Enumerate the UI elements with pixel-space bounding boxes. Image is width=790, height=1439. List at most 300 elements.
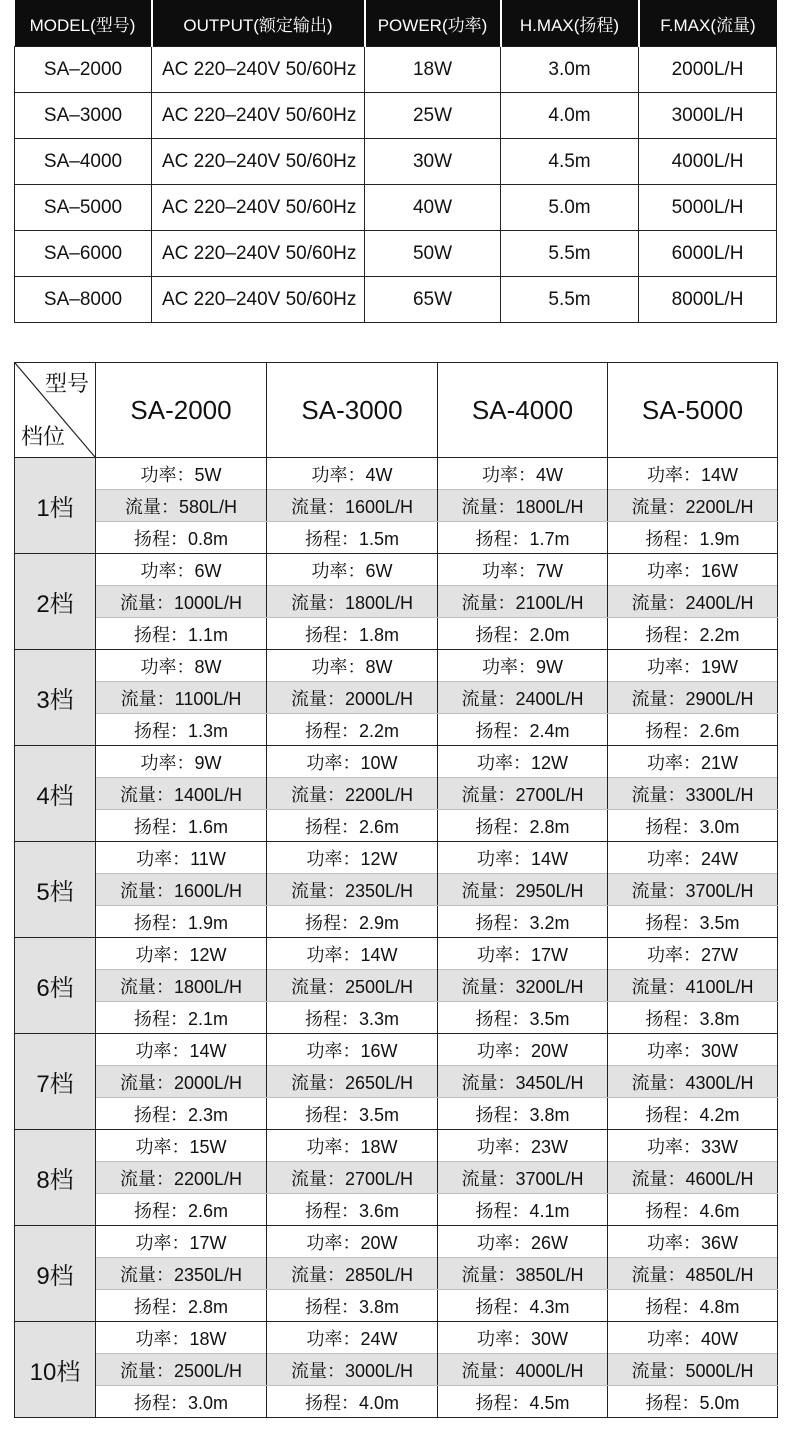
gear-head-cell [608, 1002, 778, 1034]
flow-value: 2900L/H [685, 688, 754, 709]
flow-value: 2850L/H [344, 1264, 414, 1285]
spec-model-cell: SA–5000 [15, 185, 152, 231]
head-label: 扬程： [645, 624, 700, 645]
gear-power-cell [608, 1130, 778, 1162]
gear-power-cell [96, 1322, 267, 1354]
spec-table [14, 0, 777, 323]
flow-label: 流量： [119, 784, 174, 805]
head-value: 2.1m [187, 1008, 229, 1029]
flow-label: 流量： [631, 1168, 686, 1189]
spec-output-cell: AC 220–240V 50/60Hz [152, 231, 365, 277]
power-value: 18W [189, 1328, 227, 1349]
spec-output-cell: AC 220–240V 50/60Hz [152, 277, 365, 323]
flow-label: 流量： [631, 1072, 686, 1093]
gear-head-row [15, 810, 778, 842]
flow-value: 1100L/H [174, 688, 242, 709]
flow-label: 流量： [119, 1168, 174, 1189]
power-value: 20W [530, 1040, 568, 1061]
spec-row [15, 93, 777, 139]
gear-head-cell [438, 810, 608, 842]
model-header: SA-5000 [608, 363, 778, 458]
gear-power-cell [608, 1322, 778, 1354]
corner-model-label: 型号 [44, 371, 89, 396]
power-label: 功率： [306, 944, 361, 965]
power-label: 功率： [306, 1136, 361, 1157]
gear-head-cell [608, 714, 778, 746]
head-label: 扬程： [475, 1296, 530, 1317]
gear-head-row [15, 714, 778, 746]
gear-power-row [15, 746, 778, 778]
flow-label: 流量： [461, 688, 516, 709]
flow-label: 流量： [119, 880, 174, 901]
gear-head-cell [438, 618, 608, 650]
power-value: 18W [360, 1136, 398, 1157]
gear-head-cell [267, 714, 438, 746]
flow-label: 流量： [461, 496, 516, 517]
flow-label: 流量： [290, 1072, 345, 1093]
gear-power-cell [438, 554, 608, 586]
gear-head-cell [267, 1098, 438, 1130]
head-label: 扬程： [645, 720, 700, 741]
spec-hmax-cell: 5.5m [501, 231, 639, 277]
head-value: 1.9m [699, 528, 740, 549]
gear-head-cell [608, 1290, 778, 1322]
gear-head-cell [267, 810, 438, 842]
power-value: 24W [700, 848, 738, 869]
gear-power-cell [608, 1034, 778, 1066]
power-label: 功率： [135, 1232, 190, 1253]
head-value: 2.6m [187, 1200, 229, 1221]
power-label: 功率： [135, 1136, 190, 1157]
corner-header [15, 363, 96, 458]
gear-power-cell [438, 458, 608, 490]
power-label: 功率： [646, 944, 701, 965]
gear-flow-cell [267, 874, 438, 906]
power-value: 17W [530, 944, 568, 965]
gear-head-row [15, 1098, 778, 1130]
spec-model-cell: SA–6000 [15, 231, 152, 277]
spec-fmax-cell: 2000L/H [639, 47, 777, 93]
spec-row [15, 47, 777, 93]
gear-power-cell [96, 650, 267, 682]
head-label: 扬程： [475, 1008, 530, 1029]
spec-header-hmax: H.MAX(扬程) [501, 0, 639, 47]
gear-table [14, 362, 778, 1418]
head-label: 扬程： [645, 528, 700, 549]
head-value: 3.8m [699, 1008, 740, 1029]
gear-power-cell [267, 1322, 438, 1354]
gear-head-cell [96, 906, 267, 938]
head-label: 扬程： [133, 816, 188, 837]
flow-label: 流量： [290, 592, 345, 613]
flow-value: 4600L/H [685, 1168, 754, 1189]
gear-label-cell: 10档 [15, 1322, 96, 1418]
gear-power-row [15, 458, 778, 490]
flow-label: 流量： [461, 1168, 516, 1189]
head-label: 扬程： [133, 912, 188, 933]
power-label: 功率： [646, 848, 701, 869]
flow-label: 流量： [461, 1072, 516, 1093]
spec-hmax-cell: 5.0m [501, 185, 639, 231]
gear-flow-cell [438, 970, 608, 1002]
gear-flow-cell [608, 970, 778, 1002]
head-value: 0.8m [187, 528, 229, 549]
power-value: 24W [360, 1328, 398, 1349]
model-header: SA-3000 [267, 363, 438, 458]
head-label: 扬程： [645, 1200, 700, 1221]
head-label: 扬程： [475, 1200, 530, 1221]
spec-hmax-cell: 5.5m [501, 277, 639, 323]
flow-label: 流量： [631, 880, 686, 901]
head-label: 扬程： [475, 912, 530, 933]
flow-label: 流量： [631, 976, 686, 997]
gear-head-cell [267, 1002, 438, 1034]
model-header: SA-4000 [438, 363, 608, 458]
flow-label: 流量： [119, 1072, 174, 1093]
power-value: 16W [700, 560, 738, 581]
head-value: 3.0m [699, 816, 740, 837]
head-label: 扬程： [304, 912, 359, 933]
head-value: 2.2m [358, 720, 400, 741]
gear-power-cell [608, 1226, 778, 1258]
gear-flow-cell [267, 586, 438, 618]
head-value: 1.5m [358, 528, 400, 549]
power-label: 功率： [140, 752, 195, 773]
power-value: 11W [190, 848, 226, 869]
gear-head-row [15, 1386, 778, 1418]
gear-head-cell [96, 1194, 267, 1226]
gear-head-row [15, 522, 778, 554]
flow-value: 3700L/H [685, 880, 754, 901]
spec-row [15, 231, 777, 277]
gear-flow-cell [608, 1162, 778, 1194]
spec-model-cell: SA–4000 [15, 139, 152, 185]
head-label: 扬程： [475, 720, 530, 741]
gear-flow-cell [438, 1066, 608, 1098]
head-label: 扬程： [304, 816, 359, 837]
head-value: 4.6m [699, 1200, 740, 1221]
flow-label: 流量： [631, 1360, 686, 1381]
power-label: 功率： [482, 656, 536, 677]
power-value: 9W [536, 656, 563, 677]
gear-label-cell: 6档 [15, 938, 96, 1034]
gear-head-row [15, 906, 778, 938]
gear-head-cell [96, 522, 267, 554]
power-value: 26W [530, 1232, 568, 1253]
gear-power-cell [96, 458, 267, 490]
head-value: 4.5m [529, 1392, 570, 1413]
power-value: 5W [194, 464, 222, 485]
flow-label: 流量： [461, 976, 516, 997]
head-value: 5.0m [699, 1392, 740, 1413]
power-label: 功率： [306, 1328, 361, 1349]
power-value: 30W [700, 1040, 738, 1061]
flow-label: 流量： [290, 880, 345, 901]
head-value: 4.3m [529, 1296, 570, 1317]
gear-flow-cell [438, 490, 608, 522]
gear-head-cell [267, 1290, 438, 1322]
spec-output-cell: AC 220–240V 50/60Hz [152, 93, 365, 139]
gear-power-cell [438, 938, 608, 970]
flow-value: 2200L/H [344, 784, 414, 805]
head-label: 扬程： [133, 1200, 188, 1221]
flow-label: 流量： [119, 1360, 174, 1381]
flow-value: 2950L/H [515, 880, 584, 901]
gear-power-cell [438, 842, 608, 874]
flow-value: 1800L/H [173, 976, 243, 997]
power-value: 9W [194, 752, 222, 773]
gear-head-cell [267, 522, 438, 554]
gear-head-cell [608, 1098, 778, 1130]
head-value: 1.8m [358, 624, 400, 645]
head-label: 扬程： [133, 528, 188, 549]
gear-power-cell [438, 1322, 608, 1354]
power-value: 17W [189, 1232, 227, 1253]
flow-label: 流量： [290, 976, 345, 997]
gear-flow-cell [608, 1258, 778, 1290]
gear-flow-cell [608, 1354, 778, 1386]
power-label: 功率： [476, 752, 531, 773]
gear-head-cell [608, 1194, 778, 1226]
gear-power-cell [267, 938, 438, 970]
flow-value: 3850L/H [515, 1264, 584, 1285]
gear-flow-cell [608, 778, 778, 810]
gear-flow-cell [438, 586, 608, 618]
head-value: 3.8m [529, 1104, 570, 1125]
power-label: 功率： [135, 1040, 190, 1061]
power-value: 30W [530, 1328, 568, 1349]
gear-head-cell [608, 1386, 778, 1418]
flow-value: 3300L/H [685, 784, 754, 805]
head-value: 3.8m [358, 1296, 400, 1317]
gear-head-cell [96, 810, 267, 842]
spec-header-power: POWER(功率) [365, 0, 501, 47]
power-value: 36W [700, 1232, 738, 1253]
power-label: 功率： [646, 656, 701, 677]
head-label: 扬程： [304, 624, 359, 645]
gear-head-cell [438, 1386, 608, 1418]
power-label: 功率： [311, 656, 366, 677]
flow-value: 4000L/H [515, 1360, 584, 1381]
gear-head-cell [438, 1002, 608, 1034]
head-value: 3.2m [529, 912, 570, 933]
gear-power-cell [438, 1226, 608, 1258]
power-label: 功率： [646, 1328, 701, 1349]
power-label: 功率： [476, 1040, 531, 1061]
gear-flow-cell [96, 874, 267, 906]
flow-value: 2500L/H [344, 976, 414, 997]
gear-power-row [15, 650, 778, 682]
head-value: 4.1m [529, 1200, 570, 1221]
spec-model-cell: SA–3000 [15, 93, 152, 139]
gear-head-cell [608, 810, 778, 842]
head-label: 扬程： [304, 1200, 359, 1221]
gear-flow-cell [96, 778, 267, 810]
gear-flow-cell [96, 1066, 267, 1098]
gear-head-cell [267, 906, 438, 938]
power-label: 功率： [482, 464, 536, 485]
head-label: 扬程： [475, 816, 530, 837]
gear-head-cell [438, 906, 608, 938]
gear-flow-row [15, 1066, 778, 1098]
power-label: 功率： [135, 944, 190, 965]
gear-head-cell [96, 1386, 267, 1418]
flow-value: 1600L/H [173, 880, 243, 901]
power-value: 14W [189, 1040, 227, 1061]
power-value: 4W [536, 464, 563, 485]
spec-row [15, 139, 777, 185]
head-label: 扬程： [645, 912, 700, 933]
gear-label-cell: 7档 [15, 1034, 96, 1130]
gear-flow-row [15, 1162, 778, 1194]
head-label: 扬程： [304, 1008, 359, 1029]
flow-label: 流量： [461, 1264, 516, 1285]
spec-fmax-cell: 8000L/H [639, 277, 777, 323]
power-label: 功率： [646, 1040, 701, 1061]
flow-value: 1400L/H [173, 784, 243, 805]
flow-label: 流量： [120, 688, 175, 709]
gear-head-row [15, 1002, 778, 1034]
gear-flow-row [15, 778, 778, 810]
gear-flow-row [15, 490, 778, 522]
gear-flow-cell [267, 970, 438, 1002]
gear-body [15, 458, 778, 1418]
gear-head-cell [267, 1386, 438, 1418]
gear-flow-cell [96, 1354, 267, 1386]
flow-value: 1800L/H [344, 592, 414, 613]
gear-power-cell [96, 554, 267, 586]
head-label: 扬程： [133, 1392, 188, 1413]
gear-power-cell [267, 458, 438, 490]
flow-value: 1000L/H [173, 592, 243, 613]
gear-flow-cell [608, 682, 778, 714]
power-label: 功率： [476, 1232, 531, 1253]
head-label: 扬程： [475, 1104, 530, 1125]
gear-power-cell [96, 746, 267, 778]
gear-head-cell [438, 522, 608, 554]
gear-power-cell [96, 1130, 267, 1162]
power-value: 27W [700, 944, 738, 965]
gear-head-cell [96, 714, 267, 746]
head-value: 2.9m [358, 912, 400, 933]
head-value: 3.6m [358, 1200, 400, 1221]
flow-label: 流量： [119, 976, 174, 997]
gear-flow-row [15, 1354, 778, 1386]
gear-power-cell [438, 1034, 608, 1066]
power-value: 14W [360, 944, 398, 965]
head-value: 3.5m [699, 912, 740, 933]
gear-power-row [15, 1034, 778, 1066]
gear-head-cell [438, 1098, 608, 1130]
gear-power-cell [438, 746, 608, 778]
spec-output-cell: AC 220–240V 50/60Hz [152, 47, 365, 93]
gear-label-cell: 2档 [15, 554, 96, 650]
power-value: 40W [700, 1328, 738, 1349]
flow-value: 2400L/H [515, 688, 584, 709]
flow-value: 3200L/H [515, 976, 584, 997]
flow-label: 流量： [631, 592, 686, 613]
gear-power-cell [267, 1226, 438, 1258]
gear-power-cell [96, 1034, 267, 1066]
flow-label: 流量： [631, 496, 686, 517]
power-label: 功率： [646, 1136, 701, 1157]
head-label: 扬程： [475, 624, 530, 645]
gear-flow-cell [438, 874, 608, 906]
gear-head-row [15, 1290, 778, 1322]
gear-flow-row [15, 1258, 778, 1290]
flow-value: 3450L/H [515, 1072, 584, 1093]
power-label: 功率： [482, 560, 536, 581]
head-value: 4.8m [699, 1296, 740, 1317]
head-label: 扬程： [133, 1008, 188, 1029]
gear-power-cell [96, 1226, 267, 1258]
power-value: 12W [360, 848, 398, 869]
gear-flow-cell [96, 1162, 267, 1194]
gear-power-cell [608, 650, 778, 682]
flow-value: 5000L/H [685, 1360, 754, 1381]
head-value: 4.0m [358, 1392, 400, 1413]
gear-power-cell [267, 842, 438, 874]
power-value: 20W [360, 1232, 398, 1253]
corner-gear-label: 档位 [21, 424, 66, 449]
power-label: 功率： [306, 848, 361, 869]
flow-value: 2350L/H [344, 880, 414, 901]
gear-head-cell [96, 1290, 267, 1322]
gear-power-cell [438, 650, 608, 682]
gear-power-cell [438, 1130, 608, 1162]
gear-power-cell [96, 938, 267, 970]
flow-value: 4850L/H [685, 1264, 754, 1285]
gear-label-cell: 9档 [15, 1226, 96, 1322]
power-value: 23W [530, 1136, 568, 1157]
flow-label: 流量： [290, 1168, 345, 1189]
gear-label-cell: 1档 [15, 458, 96, 554]
gear-power-cell [608, 938, 778, 970]
power-label: 功率： [140, 656, 195, 677]
gear-flow-cell [608, 490, 778, 522]
flow-label: 流量： [290, 784, 345, 805]
flow-label: 流量： [290, 1360, 345, 1381]
gear-flow-row [15, 874, 778, 906]
gear-power-cell [267, 1130, 438, 1162]
gear-flow-cell [608, 1066, 778, 1098]
gear-flow-cell [267, 1354, 438, 1386]
gear-flow-cell [438, 1258, 608, 1290]
gear-head-cell [267, 618, 438, 650]
power-label: 功率： [140, 560, 195, 581]
gear-flow-cell [608, 586, 778, 618]
gear-head-cell [96, 1098, 267, 1130]
model-header: SA-2000 [96, 363, 267, 458]
flow-value: 3000L/H [344, 1360, 414, 1381]
gear-flow-cell [96, 682, 267, 714]
gear-flow-row [15, 586, 778, 618]
flow-value: 2500L/H [173, 1360, 243, 1381]
head-value: 2.3m [187, 1104, 229, 1125]
power-label: 功率： [646, 464, 701, 485]
head-label: 扬程： [304, 1392, 359, 1413]
flow-label: 流量： [290, 688, 345, 709]
head-value: 1.7m [529, 528, 570, 549]
power-value: 15W [189, 1136, 227, 1157]
power-label: 功率： [140, 464, 195, 485]
power-label: 功率： [476, 848, 531, 869]
power-label: 功率： [306, 1232, 361, 1253]
head-label: 扬程： [475, 528, 530, 549]
head-label: 扬程： [645, 1392, 700, 1413]
power-value: 12W [189, 944, 227, 965]
head-label: 扬程： [304, 528, 359, 549]
